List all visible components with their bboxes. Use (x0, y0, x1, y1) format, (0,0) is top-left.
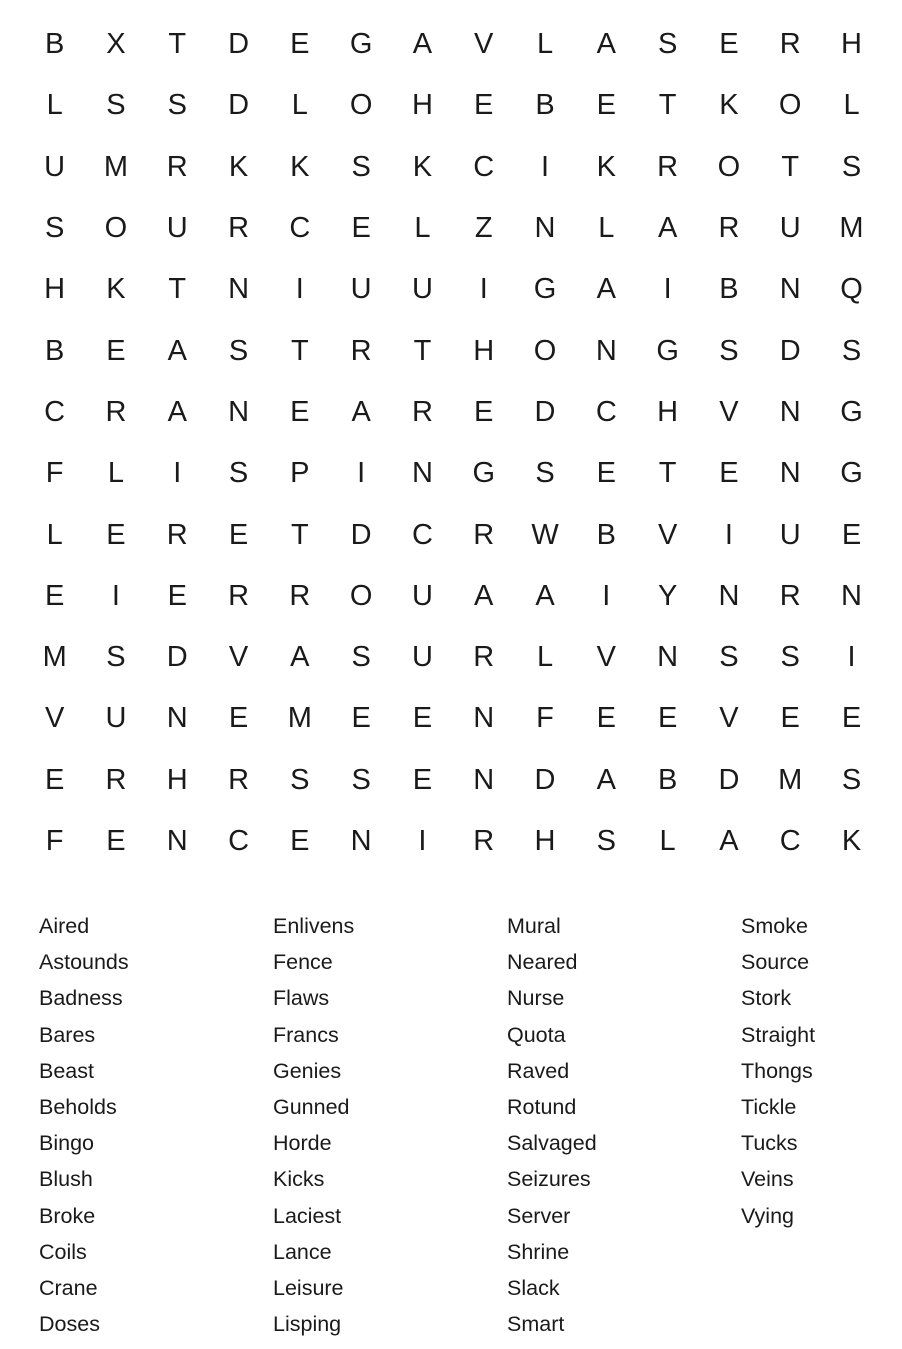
word-list-item: Beholds (39, 1094, 117, 1119)
grid-cell[interactable]: R (166, 518, 188, 551)
word-list-item: Bares (39, 1022, 96, 1047)
grid-cell[interactable]: N (779, 457, 801, 490)
grid-cell[interactable]: X (106, 28, 126, 61)
grid-cell[interactable]: S (719, 334, 739, 367)
grid-cell[interactable]: E (351, 212, 371, 245)
grid-cell[interactable]: U (779, 518, 801, 551)
grid-cell[interactable]: D (779, 334, 801, 367)
word-list-column (741, 908, 902, 1342)
grid-cell[interactable]: N (166, 702, 188, 735)
word-list-item: Horde (273, 1131, 332, 1156)
grid-cell[interactable]: S (290, 763, 310, 796)
grid-cell[interactable]: R (228, 579, 250, 612)
grid-cell[interactable]: T (290, 334, 309, 367)
grid-cell[interactable]: E (44, 763, 65, 796)
grid-cell[interactable]: E (474, 395, 494, 428)
grid-cell[interactable]: Y (657, 579, 678, 612)
grid-cell[interactable]: N (473, 763, 495, 796)
grid-cell[interactable]: S (841, 763, 862, 796)
word-list-item: Crane (39, 1275, 98, 1300)
grid-cell[interactable]: S (228, 334, 249, 367)
grid-cell[interactable]: V (719, 702, 739, 735)
grid-cell[interactable]: S (167, 89, 187, 122)
grid-cell[interactable]: S (535, 457, 555, 490)
grid-cell[interactable]: H (534, 825, 556, 857)
grid-cell[interactable]: U (779, 212, 801, 245)
grid-cell[interactable]: O (349, 579, 373, 612)
grid-cell[interactable]: S (106, 89, 126, 122)
grid-cell[interactable]: S (351, 641, 371, 674)
grid-cell[interactable]: G (840, 457, 863, 490)
grid-cell[interactable]: D (534, 395, 556, 428)
grid-cell[interactable]: D (534, 763, 556, 796)
word-list-item: Astounds (39, 950, 129, 975)
grid-cell[interactable]: R (228, 212, 250, 245)
grid-cell[interactable]: G (840, 395, 863, 428)
grid-cell[interactable]: V (44, 702, 65, 735)
grid-cell[interactable]: T (168, 28, 187, 61)
word-list-column (273, 908, 507, 1342)
grid-cell[interactable]: N (228, 395, 250, 428)
grid-cell[interactable]: A (167, 334, 187, 367)
grid-cell[interactable]: L (536, 28, 554, 61)
grid-cell[interactable]: U (411, 641, 433, 674)
grid-cell[interactable]: O (533, 334, 557, 367)
grid-cell[interactable]: K (719, 89, 739, 122)
grid-cell[interactable]: N (166, 825, 188, 857)
grid-cell[interactable]: D (718, 763, 740, 796)
grid-cell[interactable]: C (595, 395, 617, 428)
grid-cell[interactable]: L (843, 89, 860, 122)
grid-cell[interactable]: D (228, 89, 250, 122)
word-list-item: Raved (507, 1058, 570, 1083)
grid-cell[interactable]: S (351, 763, 371, 796)
word-list-item: Straight (741, 1022, 816, 1047)
grid-cell[interactable]: E (412, 702, 433, 735)
grid-cell[interactable]: R (779, 28, 801, 61)
word-list-item: Rotund (507, 1094, 577, 1119)
grid-cell[interactable]: I (418, 825, 427, 857)
grid-cell[interactable]: A (474, 579, 494, 612)
grid-cell[interactable]: F (45, 825, 64, 857)
grid-cell[interactable]: A (596, 273, 616, 306)
grid-cell[interactable]: I (540, 150, 550, 183)
word-list-item: Flaws (273, 986, 330, 1011)
grid-cell[interactable]: K (412, 150, 433, 183)
grid-cell[interactable]: C (44, 395, 66, 428)
grid-cell[interactable]: I (724, 518, 733, 551)
grid-cell[interactable]: G (472, 457, 495, 490)
word-list-item: Francs (273, 1022, 339, 1047)
grid-cell[interactable]: G (533, 273, 557, 306)
grid-cell[interactable]: R (657, 150, 679, 183)
grid-cell[interactable]: R (166, 150, 188, 183)
word-list-item: Enlivens (273, 914, 355, 938)
grid-cell[interactable]: E (596, 702, 616, 735)
grid-cell[interactable]: A (596, 28, 616, 61)
grid-cell[interactable]: I (602, 579, 611, 612)
grid-cell[interactable]: N (411, 457, 433, 490)
grid-cell[interactable]: C (473, 150, 495, 183)
word-list-item: Beast (39, 1058, 94, 1083)
grid-cell[interactable]: T (413, 334, 432, 367)
grid-cell[interactable]: I (357, 457, 366, 490)
grid-cell[interactable]: E (596, 457, 616, 490)
grid-cell[interactable]: R (411, 395, 433, 428)
grid-cell[interactable]: N (779, 395, 801, 428)
word-list-item: Smart (507, 1312, 565, 1337)
grid-cell[interactable]: R (718, 212, 740, 245)
grid-cell[interactable]: T (781, 150, 800, 183)
grid-cell[interactable]: S (351, 150, 371, 183)
grid-cell[interactable]: M (103, 150, 129, 183)
grid-cell[interactable]: R (473, 518, 495, 551)
grid-cell[interactable]: U (411, 273, 433, 306)
grid-cell[interactable]: Z (474, 212, 493, 245)
grid-cell[interactable]: E (106, 334, 126, 367)
grid-cell[interactable]: I (479, 273, 488, 306)
grid-cell[interactable]: E (841, 702, 862, 735)
grid-cell[interactable]: I (295, 273, 304, 306)
grid-cell[interactable]: P (290, 457, 310, 490)
grid-cell[interactable]: M (839, 212, 864, 245)
word-list-item: Vying (741, 1203, 794, 1228)
grid-cell[interactable]: L (414, 212, 431, 245)
letter-grid (24, 14, 882, 874)
word-list-item: Salvaged (507, 1131, 597, 1156)
grid-cell[interactable]: E (106, 825, 126, 857)
word-list-item: Tucks (741, 1131, 798, 1156)
word-list-item: Slack (507, 1275, 560, 1300)
grid-cell[interactable]: E (474, 89, 494, 122)
grid-cell[interactable]: A (657, 212, 678, 245)
grid-cell[interactable]: T (290, 518, 309, 551)
word-list-item: Quota (507, 1022, 566, 1047)
grid-cell[interactable]: Q (840, 273, 863, 306)
word-list-item: Badness (39, 986, 123, 1011)
word-list-item: Coils (39, 1239, 87, 1264)
grid-cell[interactable]: N (657, 641, 679, 674)
word-list-item: Veins (741, 1167, 794, 1192)
word-list-item: Blush (39, 1167, 93, 1192)
grid-cell[interactable]: E (290, 28, 310, 61)
grid-cell[interactable]: T (658, 89, 677, 122)
word-list-item: Seizures (507, 1167, 591, 1192)
grid-cell[interactable]: O (349, 89, 373, 122)
word-list-item: Neared (507, 950, 578, 975)
grid-cell[interactable]: E (412, 763, 433, 796)
grid-cell[interactable]: I (847, 641, 856, 674)
grid-cell[interactable]: B (44, 28, 65, 61)
grid-cell[interactable]: U (44, 150, 66, 183)
grid-cell[interactable]: C (411, 518, 433, 551)
grid-cell[interactable]: S (780, 641, 800, 674)
grid-cell[interactable]: M (42, 641, 67, 674)
grid-cell[interactable]: I (111, 579, 120, 612)
grid-cell[interactable]: V (228, 641, 249, 674)
grid-cell[interactable]: M (778, 763, 803, 796)
grid-cell[interactable]: E (106, 518, 126, 551)
grid-cell[interactable]: K (596, 150, 616, 183)
grid-cell[interactable]: N (228, 273, 250, 306)
grid-cell[interactable]: E (719, 457, 739, 490)
grid-cell[interactable]: N (779, 273, 801, 306)
grid-cell[interactable]: D (166, 641, 188, 674)
grid-cell[interactable]: E (719, 28, 739, 61)
grid-cell[interactable]: E (290, 825, 310, 857)
grid-cell[interactable]: E (841, 518, 862, 551)
grid-cell[interactable]: E (44, 579, 65, 612)
grid-cell[interactable]: H (841, 28, 862, 61)
grid-cell[interactable]: R (105, 395, 127, 428)
grid-cell[interactable]: F (536, 702, 554, 735)
grid-cell[interactable]: A (596, 763, 616, 796)
grid-cell[interactable]: K (841, 825, 862, 857)
word-list-item: Doses (39, 1312, 100, 1337)
grid-cell[interactable]: A (290, 641, 310, 674)
grid-cell[interactable]: U (166, 212, 188, 245)
word-list-item: Lisping (273, 1312, 342, 1337)
grid-cell[interactable]: U (105, 702, 127, 735)
word-list-item: Kicks (273, 1167, 325, 1192)
grid-cell[interactable]: B (44, 334, 65, 367)
grid-cell[interactable]: C (228, 825, 250, 857)
grid-cell[interactable]: C (289, 212, 311, 245)
grid-cell[interactable]: L (659, 825, 676, 857)
grid-cell[interactable]: M (287, 702, 312, 735)
grid-cell[interactable]: R (350, 334, 372, 367)
grid-cell[interactable]: O (717, 150, 741, 183)
grid-cell[interactable]: K (290, 150, 310, 183)
grid-cell[interactable]: E (596, 89, 616, 122)
word-list-item: Genies (273, 1058, 342, 1083)
grid-cell[interactable]: H (657, 395, 679, 428)
grid-cell[interactable]: F (45, 457, 64, 490)
grid-cell[interactable]: R (473, 641, 495, 674)
word-list-column (507, 908, 741, 1342)
grid-cell[interactable]: N (595, 334, 617, 367)
grid-cell[interactable]: V (719, 395, 739, 428)
word-list-item: Bingo (39, 1131, 94, 1156)
grid-cell[interactable]: R (228, 763, 250, 796)
grid-cell[interactable]: L (107, 457, 125, 490)
grid-cell[interactable]: E (290, 395, 310, 428)
grid-cell[interactable]: R (105, 763, 127, 796)
word-list-item: Tickle (741, 1094, 797, 1119)
word-list-item: Mural (507, 914, 561, 938)
grid-cell[interactable]: N (473, 702, 495, 735)
grid-cell[interactable]: E (167, 579, 187, 612)
grid-cell[interactable]: G (349, 28, 373, 61)
word-list-item: Smoke (741, 914, 808, 938)
grid-cell[interactable]: D (350, 518, 372, 551)
grid-cell[interactable]: S (106, 641, 126, 674)
word-list-item: Leisure (273, 1275, 344, 1300)
word-list-item: Source (741, 950, 810, 975)
grid-cell[interactable]: A (351, 395, 371, 428)
grid-cell[interactable]: B (657, 763, 678, 796)
grid-cell[interactable]: S (596, 825, 616, 857)
grid-cell[interactable]: H (44, 273, 66, 306)
grid-cell[interactable]: S (841, 150, 862, 183)
word-list-item: Fence (273, 950, 333, 975)
word-list-item: Broke (39, 1203, 96, 1228)
grid-cell[interactable]: T (658, 457, 677, 490)
grid-cell[interactable]: S (841, 334, 862, 367)
grid-cell[interactable]: S (719, 641, 739, 674)
grid-cell[interactable]: L (598, 212, 615, 245)
grid-cell[interactable]: I (663, 273, 672, 306)
word-list-item: Gunned (273, 1094, 350, 1119)
grid-cell[interactable]: N (718, 579, 740, 612)
grid-cell[interactable]: O (778, 89, 802, 122)
word-list-item: Laciest (273, 1203, 342, 1228)
grid-cell[interactable]: G (656, 334, 679, 367)
grid-cell[interactable]: B (596, 518, 616, 551)
grid-cell[interactable]: V (596, 641, 616, 674)
grid-cell[interactable]: K (106, 273, 126, 306)
word-list-item: Aired (39, 914, 90, 938)
word-list-item: Lance (273, 1239, 332, 1264)
grid-cell[interactable]: E (228, 702, 249, 735)
grid-cell[interactable]: N (350, 825, 372, 857)
grid-cell[interactable]: B (535, 89, 555, 122)
word-list (39, 908, 879, 1342)
word-list-item: Nurse (507, 986, 565, 1011)
grid-cell[interactable]: R (289, 579, 311, 612)
grid-cell[interactable]: H (411, 89, 433, 122)
grid-cell[interactable]: A (535, 579, 555, 612)
grid-cell[interactable]: U (350, 273, 372, 306)
grid-cell[interactable]: I (173, 457, 182, 490)
grid-cell[interactable]: R (779, 579, 801, 612)
grid-cell[interactable]: C (779, 825, 801, 857)
grid-cell[interactable]: H (166, 763, 188, 796)
word-list-item: Shrine (507, 1239, 570, 1264)
grid-cell[interactable]: R (473, 825, 495, 857)
grid-cell[interactable]: S (44, 212, 65, 245)
grid-cell[interactable]: V (474, 28, 494, 61)
word-list-item: Server (507, 1203, 571, 1228)
grid-cell[interactable]: V (657, 518, 678, 551)
grid-cell[interactable]: S (657, 28, 678, 61)
grid-cell[interactable]: K (228, 150, 249, 183)
grid-cell[interactable]: N (841, 579, 862, 612)
grid-cell[interactable]: T (168, 273, 187, 306)
grid-cell[interactable]: L (536, 641, 554, 674)
grid-cell[interactable]: W (531, 518, 559, 551)
grid-cell[interactable]: L (291, 89, 308, 122)
grid-cell[interactable]: H (473, 334, 495, 367)
grid-cell[interactable]: E (228, 518, 249, 551)
grid-cell[interactable]: A (719, 825, 739, 857)
grid-cell[interactable]: O (104, 212, 128, 245)
word-list-item: Thongs (741, 1058, 813, 1083)
word-list-column (39, 908, 273, 1342)
word-list-item: Stork (741, 986, 792, 1011)
grid-cell[interactable]: E (780, 702, 800, 735)
grid-cell[interactable]: A (412, 28, 433, 61)
grid-cell[interactable]: E (351, 702, 371, 735)
grid-cell[interactable]: L (46, 518, 63, 551)
grid-cell[interactable]: U (411, 579, 433, 612)
grid-cell[interactable]: N (534, 212, 556, 245)
grid-cell[interactable]: E (657, 702, 678, 735)
grid-cell[interactable]: D (228, 28, 250, 61)
grid-cell[interactable]: L (46, 89, 63, 122)
grid-cell[interactable]: S (228, 457, 249, 490)
grid-cell[interactable]: A (167, 395, 187, 428)
grid-cell[interactable]: B (719, 273, 739, 306)
